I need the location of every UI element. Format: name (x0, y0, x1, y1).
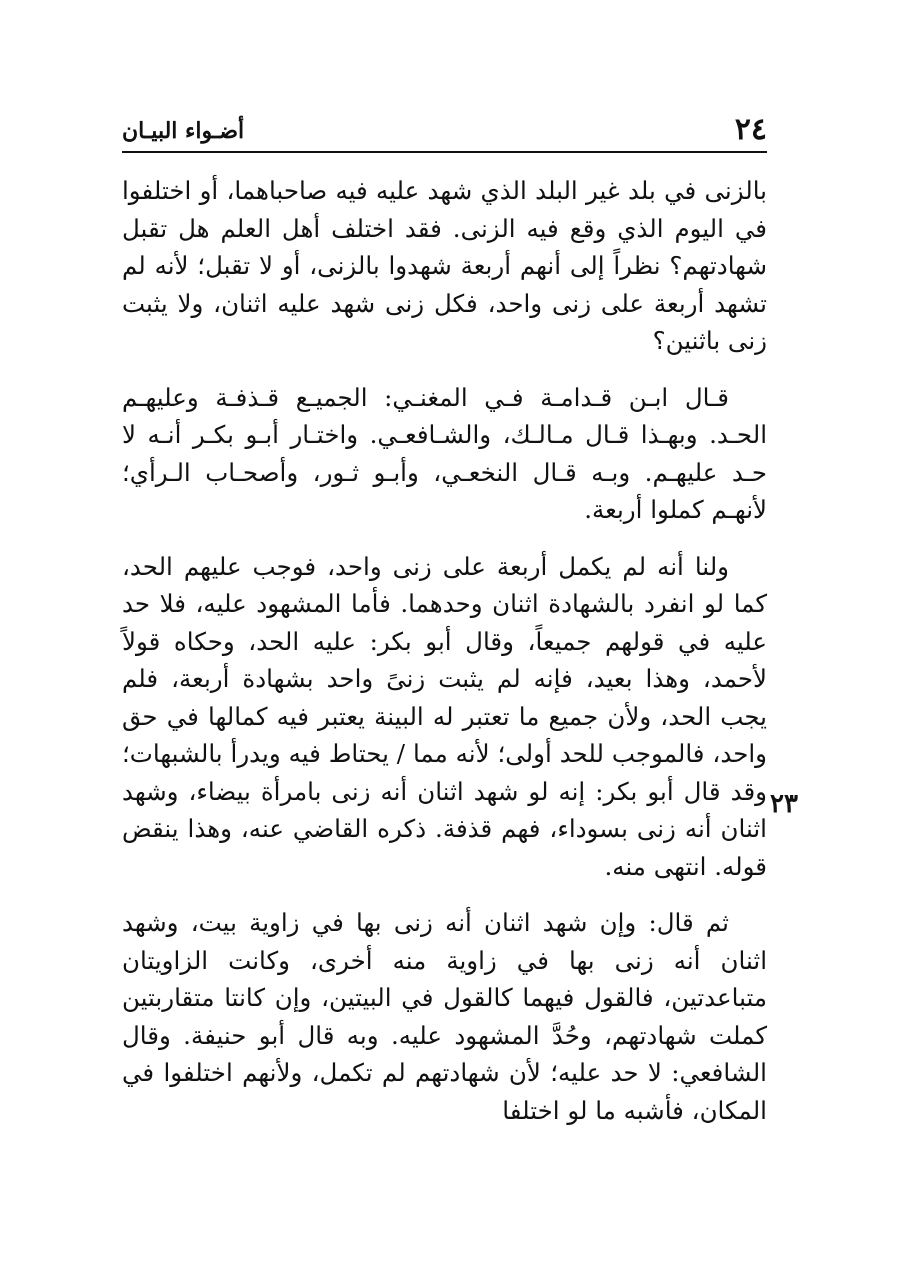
paragraph-3: ولنا أنه لم يكمل أربعة على زنى واحد، فوجب عليهم الحد، كما لو انفرد بالشهادة اثنان وحدهما. فأما المشهود عليه، فلا حد عليه في قولهم جميعاً، وقال أبو بكر: عليه الحد، وحكاه قولاً لأحمد، وهذا بعيد، فإنه لم يثبت زنىً واحد بشهادة أربعة، فلم يجب الحد، ولأن جميع ما تعتبر له البينة يعتبر فيه كمالها في حق واحد، فالموجب للحد أولى؛ لأنه مما / يحتاط فيه ويدرأ بالشبهات؛ وقد قال أبو بكر: إنه لو شهد اثنان أنه زنى بامرأة بيضاء، وشهد اثنان أنه زنى بسوداء، فهم قذفة. ذكره القاضي عنه، وهذا ينقض قوله. انتهى منه. (122, 551, 767, 881)
page-body (122, 172, 767, 1148)
paragraph-1: بالزنى في بلد غير البلد الذي شهد عليه فيه صاحباهما، أو اختلفوا في اليوم الذي وقع فيه الزنى. فقد اختلف أهل العلم هل تقبل شهادتهم؟ نظراً إلى أنهم أربعة شهدوا بالزنى، أو لا تقبل؛ لأنه لم تشهد أربعة على زنى واحد، فكل زنى شهد عليه اثنان، ولا يثبت زنى باثنين؟ (122, 176, 767, 355)
page-number: ٢٤ (734, 112, 767, 147)
paragraph-2: قـال ابـن قـدامـة فـي المغنـي: الجميـع قـذفـة وعليهـم الحـد. وبهـذا قـال مـالـك، والشـافعـي. واختـار أبـو بكـر أنـه لا حـد عليهـم. وبـه قـال النخعـي، وأبـو ثـور، وأصحـاب الـرأي؛ لأنهـم كملوا أربعة. (122, 382, 767, 524)
page-header (122, 112, 767, 152)
header-divider (122, 151, 767, 153)
paragraph-4: ثم قال: وإن شهد اثنان أنه زنى بها في زاوية بيت، وشهد اثنان أنه زنى بها في زاوية منه أخرى، وكانت الزاويتان متباعدتين، فالقول فيهما كالقول في البيتين، وإن كانتا متقاربتين كملت شهادتهم، وحُدَّ المشهود عليه. وبه قال أبو حنيفة. وقال الشافعي: لا حد عليه؛ لأن شهادتهم لم تكمل، ولأنهم اختلفوا في المكان، فأشبه ما لو اختلفا (122, 908, 767, 1125)
margin-page-marker: ٢٣ (770, 789, 798, 819)
running-title: أضـواء البيـان (122, 118, 245, 144)
